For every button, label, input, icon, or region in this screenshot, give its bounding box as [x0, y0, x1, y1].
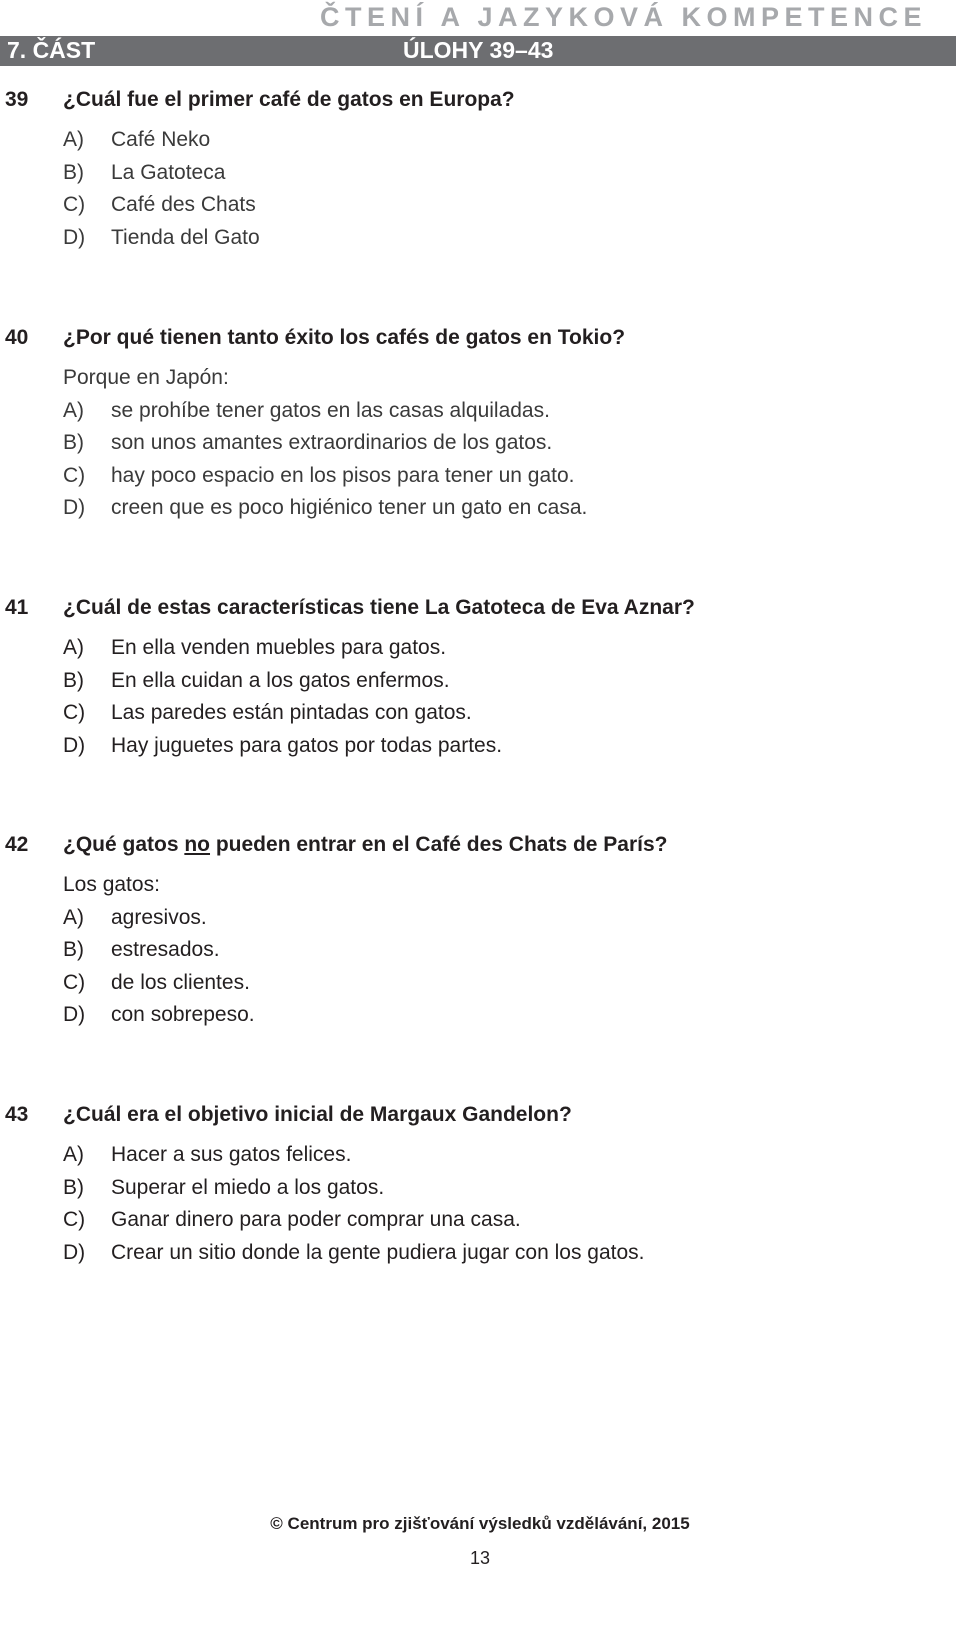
option-d	[63, 734, 502, 758]
option-letter: C)	[63, 971, 86, 994]
option-text: Café Neko	[111, 128, 211, 151]
question-text	[63, 833, 668, 857]
option-text: Ganar dinero para poder comprar una casa.	[111, 1208, 521, 1231]
option-text: Crear un sitio donde la gente pudiera jugar con los gatos.	[111, 1241, 645, 1264]
option-letter: A)	[63, 906, 84, 929]
option-letter: C)	[63, 193, 86, 216]
option-letter: D)	[63, 1241, 86, 1264]
option-letter: D)	[63, 226, 86, 249]
option-letter: B)	[63, 938, 84, 961]
question-number: 39	[5, 88, 29, 111]
option-letter: B)	[63, 669, 84, 692]
question-text-part: ¿Qué gatos	[63, 833, 185, 856]
option-a	[63, 399, 550, 423]
option-d	[63, 1003, 255, 1027]
option-letter: C)	[63, 1208, 86, 1231]
option-c	[63, 701, 472, 725]
option-c	[63, 464, 574, 488]
question-number: 40	[5, 326, 29, 349]
copyright: © Centrum pro zjišťování výsledků vzdělávání, 2015	[270, 1514, 690, 1533]
option-c	[63, 193, 256, 217]
option-c	[63, 1208, 521, 1232]
option-text: con sobrepeso.	[111, 1003, 255, 1026]
option-text: En ella cuidan a los gatos enfermos.	[111, 669, 450, 692]
question-intro: Los gatos:	[63, 873, 160, 896]
option-d	[63, 1241, 645, 1265]
option-text: creen que es poco higiénico tener un gato en casa.	[111, 496, 588, 519]
option-a	[63, 1143, 351, 1167]
option-text: agresivos.	[111, 906, 207, 929]
option-b	[63, 161, 225, 185]
question-text-part: pueden entrar en el Café des Chats de París?	[210, 833, 668, 856]
option-d	[63, 226, 260, 250]
option-text: Las paredes están pintadas con gatos.	[111, 701, 472, 724]
option-letter: B)	[63, 1176, 84, 1199]
page-number: 13	[469, 1548, 491, 1568]
option-d	[63, 496, 587, 520]
option-b	[63, 1176, 384, 1200]
option-text: son unos amantes extraordinarios de los gatos.	[111, 431, 553, 454]
header-bar	[0, 36, 956, 66]
option-text: Tienda del Gato	[111, 226, 260, 249]
task-range: ÚLOHY 39–43	[403, 37, 554, 63]
option-letter: D)	[63, 734, 86, 757]
section-label: 7. ČÁST	[7, 37, 96, 63]
option-text: de los clientes.	[111, 971, 250, 994]
question-text: ¿Cuál era el objetivo inicial de Margaux Gandelon?	[63, 1103, 572, 1126]
question-text: ¿Cuál fue el primer café de gatos en Europa?	[63, 88, 515, 111]
option-letter: A)	[63, 1143, 84, 1166]
option-text: Hacer a sus gatos felices.	[111, 1143, 352, 1166]
option-letter: A)	[63, 128, 84, 151]
option-letter: D)	[63, 1003, 86, 1026]
option-b	[63, 431, 552, 455]
question-text: ¿Cuál de estas características tiene La Gatoteca de Eva Aznar?	[63, 596, 695, 619]
header-title: ČTENÍ A JAZYKOVÁ KOMPETENCE	[319, 2, 927, 32]
question-text-underlined: no	[184, 833, 211, 856]
option-text: Hay juguetes para gatos por todas partes.	[111, 734, 503, 757]
option-text: Café des Chats	[111, 193, 256, 216]
option-letter: B)	[63, 161, 84, 184]
question-number: 41	[5, 596, 29, 619]
option-a	[63, 906, 207, 930]
question-number: 42	[5, 833, 29, 856]
option-text: hay poco espacio en los pisos para tener un gato.	[111, 464, 575, 487]
option-letter: C)	[63, 464, 86, 487]
option-text: estresados.	[111, 938, 220, 961]
option-text: En ella venden muebles para gatos.	[111, 636, 447, 659]
option-letter: A)	[63, 636, 84, 659]
option-b	[63, 938, 220, 962]
option-text: Superar el miedo a los gatos.	[111, 1176, 385, 1199]
option-a	[63, 128, 210, 152]
option-b	[63, 669, 450, 693]
option-letter: A)	[63, 399, 84, 422]
option-text: La Gatoteca	[111, 161, 226, 184]
option-letter: C)	[63, 701, 86, 724]
option-text: se prohíbe tener gatos en las casas alquiladas.	[111, 399, 550, 422]
question-intro: Porque en Japón:	[63, 366, 229, 389]
option-c	[63, 971, 250, 995]
question-number: 43	[5, 1103, 29, 1126]
option-letter: D)	[63, 496, 86, 519]
option-letter: B)	[63, 431, 84, 454]
question-text: ¿Por qué tienen tanto éxito los cafés de gatos en Tokio?	[63, 326, 626, 349]
option-a	[63, 636, 446, 660]
